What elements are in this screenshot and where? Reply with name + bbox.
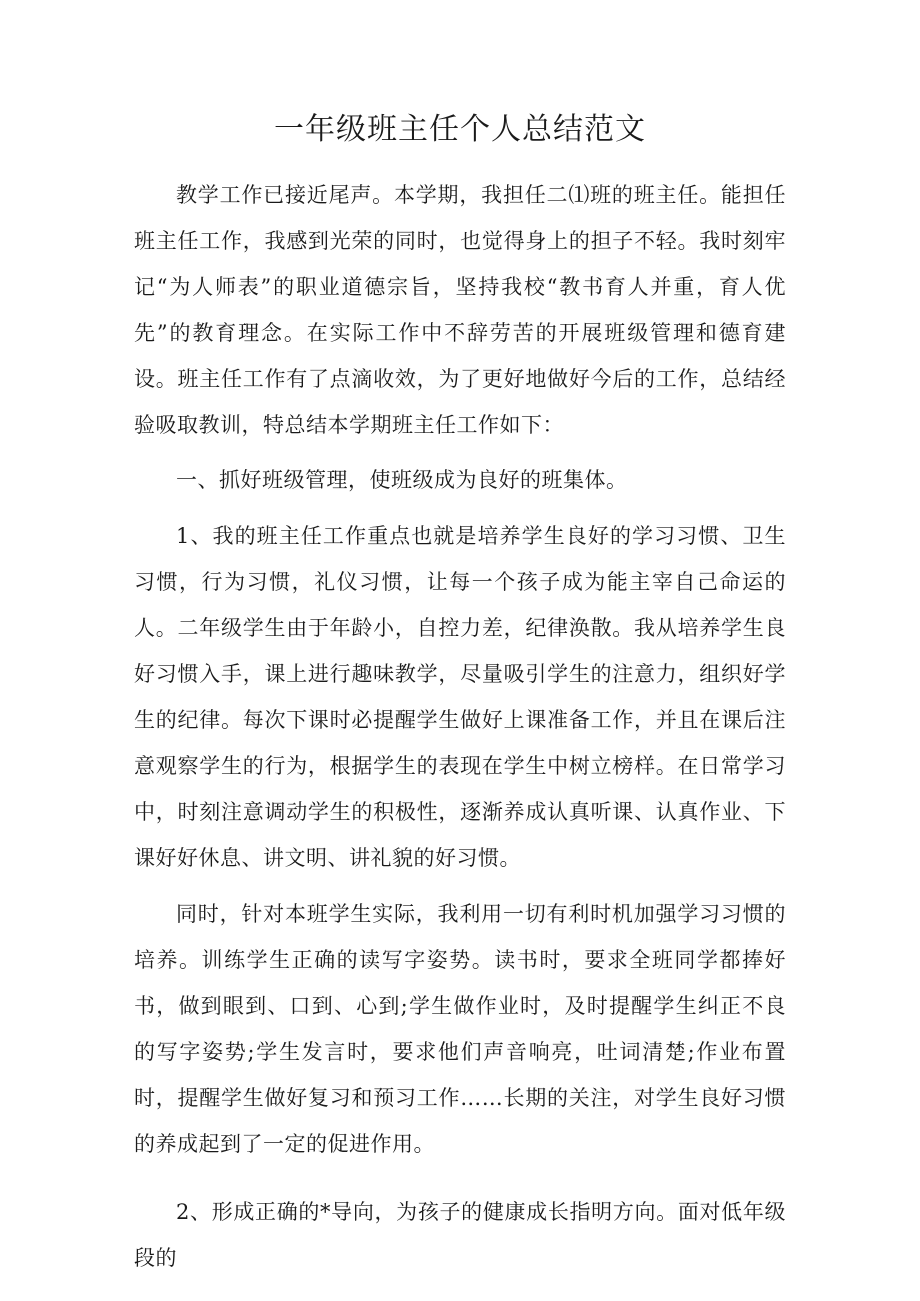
paragraph-study-habits: 同时，针对本班学生实际，我利用一切有利时机加强学习习惯的培养。训练学生正确的读写字姿势。读书时，要求全班同学都捧好书，做到眼到、口到、心到;学生做作业时，及时提醒学生纠正不良的写字姿势;学生发言时，要求他们声音响亮，吐词清楚;作业布置时，提醒学生做好复习和预习工作……长期的关注，对学生良好习惯的养成起到了一定的促进作用。 <box>134 902 786 1156</box>
paragraph-intro: 教学工作已接近尾声。本学期，我担任二⑴班的班主任。能担任班主任工作，我感到光荣的同时，也觉得身上的担子不轻。我时刻牢记“为人师表”的职业道德宗旨，坚持我校“教书育人并重，育人优先”的教育理念。在实际工作中不辞劳苦的开展班级管理和德育建设。班主任工作有了点滴收效，为了更好地做好今后的工作，总结经验吸取教训，特总结本学期班主任工作如下： <box>134 183 786 437</box>
document-title: 一年级班主任个人总结范文 <box>274 112 646 147</box>
section-heading-class-management: 一、抓好班级管理，使班级成为良好的班集体。 <box>176 468 628 492</box>
paragraph-item-2: 2、形成正确的*导向，为孩子的健康成长指明方向。面对低年级段的 <box>134 1200 786 1270</box>
paragraph-item-1: 1、我的班主任工作重点也就是培养学生良好的学习习惯、卫生习惯，行为习惯，礼仪习惯，让每一个孩子成为能主宰自己命运的人。二年级学生由于年龄小，自控力差，纪律涣散。我从培养学生良好习惯入手，课上进行趣味教学，尽量吸引学生的注意力，组织好学生的纪律。每次下课时必提醒学生做好上课准备工作，并且在课后注意观察学生的行为，根据学生的表现在学生中树立榜样。在日常学习中，时刻注意调动学生的积极性，逐渐养成认真听课、认真作业、下课好好休息、讲文明、讲礼貌的好习惯。 <box>134 524 786 870</box>
